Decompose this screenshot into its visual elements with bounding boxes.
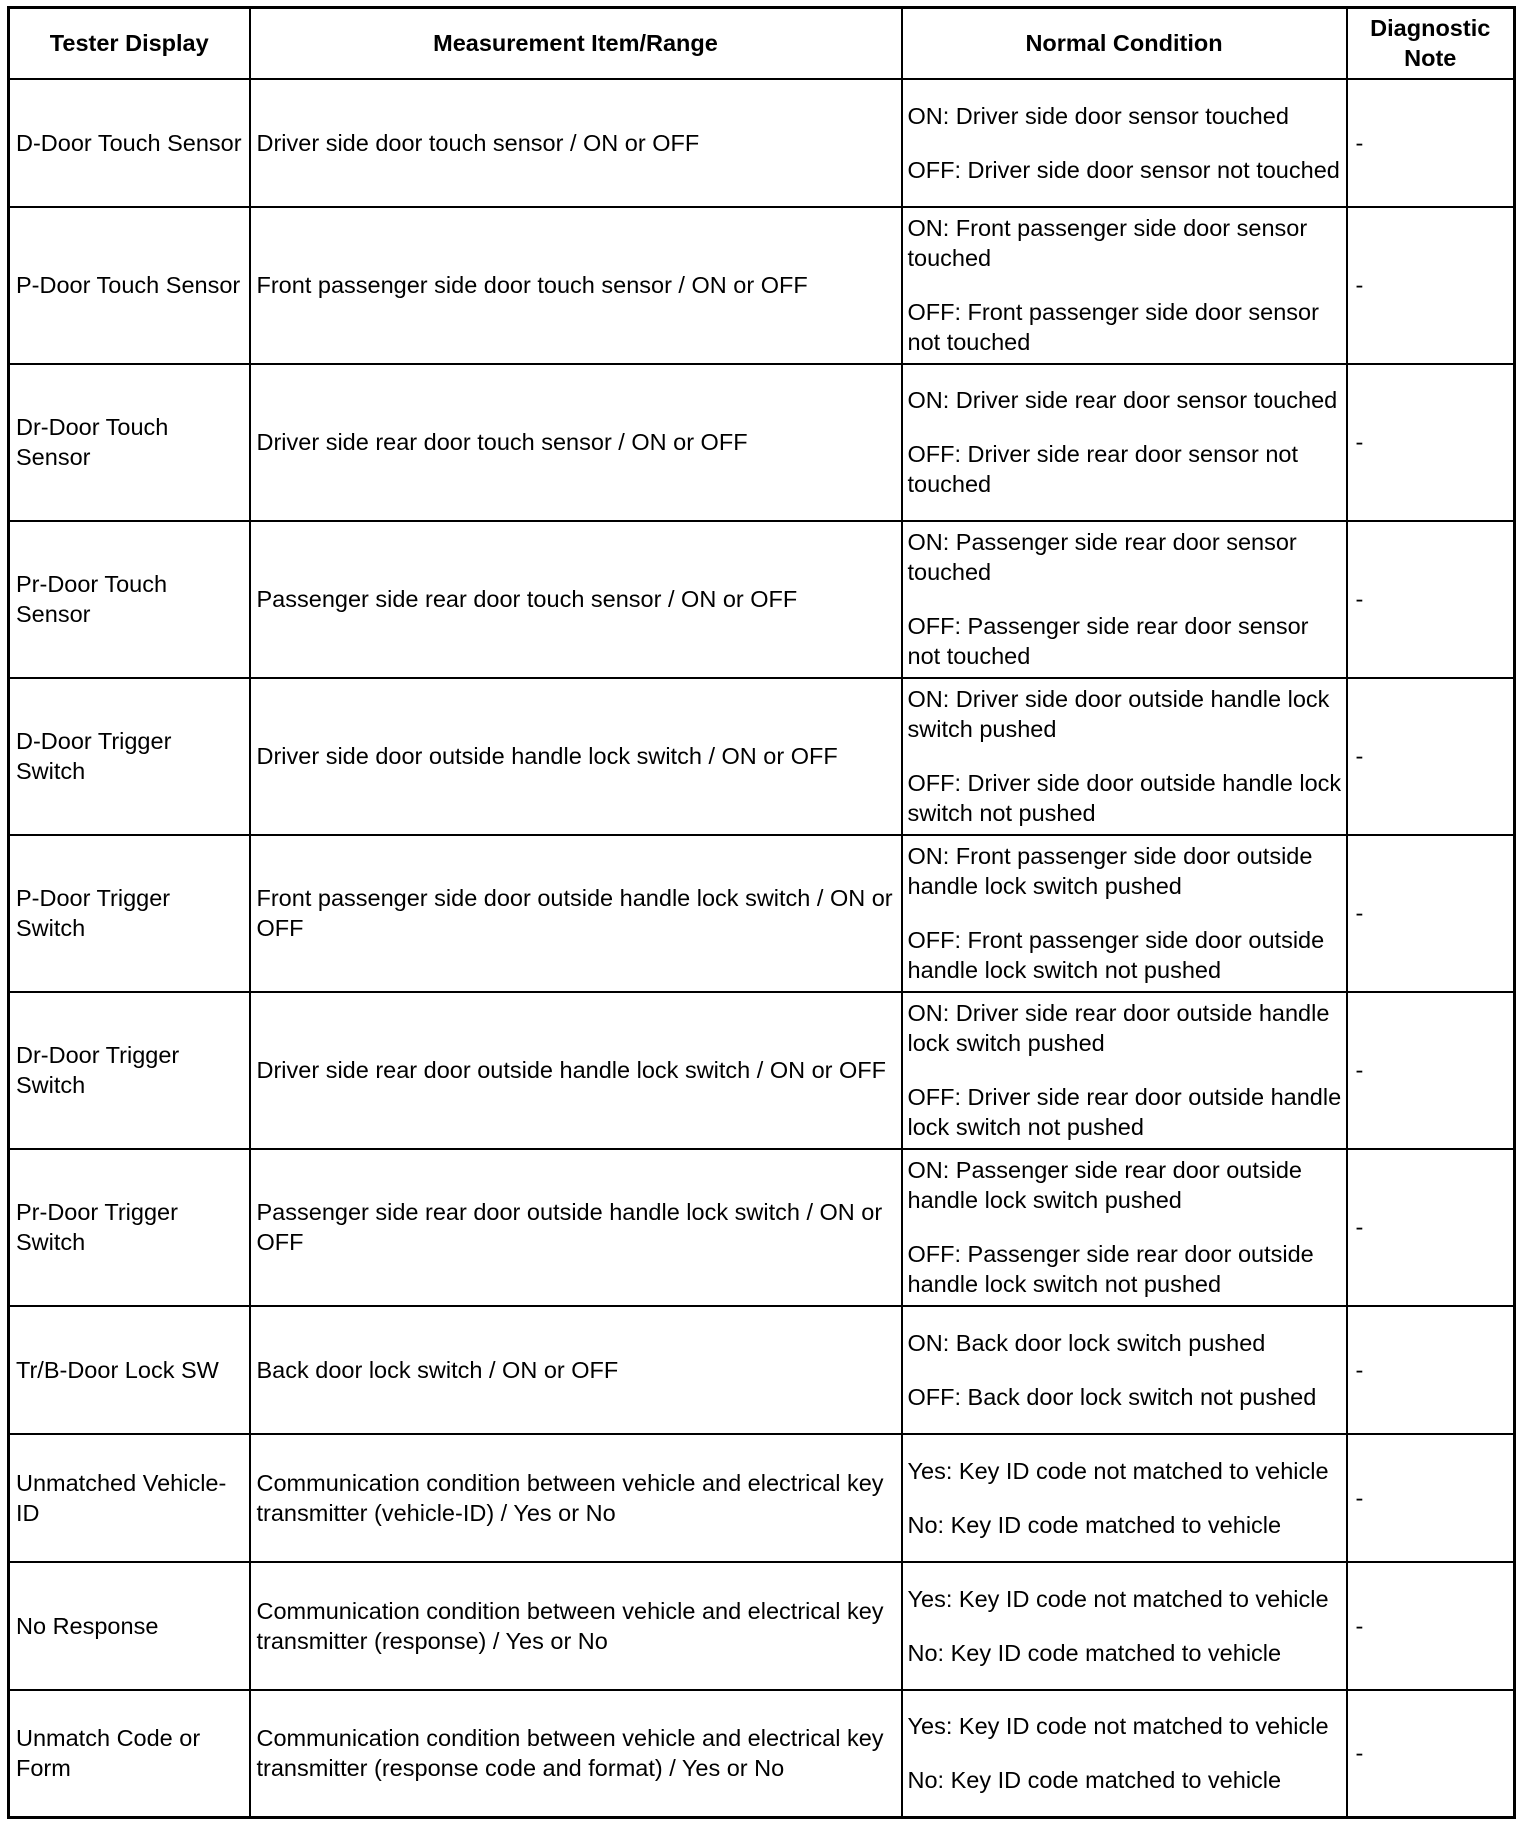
- measurement-cell: Passenger side rear door touch sensor / ON or OFF: [250, 521, 902, 678]
- diagnostic-note-cell: -: [1347, 79, 1515, 207]
- condition-on: ON: Driver side door sensor touched: [907, 102, 1289, 129]
- normal-condition-cell: [902, 992, 1347, 1149]
- condition-off: OFF: Driver side rear door sensor not touched: [907, 441, 1298, 497]
- normal-condition-cell: [902, 1306, 1347, 1434]
- condition-off: OFF: Driver side rear door outside handle lock switch not pushed: [907, 1084, 1342, 1140]
- normal-condition-cell: [902, 79, 1347, 207]
- measurement-cell: Passenger side rear door outside handle lock switch / ON or OFF: [250, 1149, 902, 1306]
- condition-off: OFF: Passenger side rear door outside handle lock switch not pushed: [907, 1241, 1314, 1297]
- diagnostic-note-cell: -: [1347, 207, 1515, 364]
- condition-on: ON: Driver side rear door outside handle lock switch pushed: [907, 1000, 1330, 1056]
- tester-display-cell: Dr-Door Touch Sensor: [9, 364, 250, 521]
- diagnostic-note-cell: -: [1347, 835, 1515, 992]
- measurement-cell: Driver side rear door touch sensor / ON or OFF: [250, 364, 902, 521]
- tester-display-cell: Dr-Door Trigger Switch: [9, 992, 250, 1149]
- tester-display-cell: Unmatch Code or Form: [9, 1690, 250, 1818]
- tester-display-cell: D-Door Trigger Switch: [9, 678, 250, 835]
- diagnostic-note-cell: -: [1347, 992, 1515, 1149]
- tester-display-cell: Tr/B-Door Lock SW: [9, 1306, 250, 1434]
- table-row: [9, 678, 1515, 835]
- condition-on: Yes: Key ID code not matched to vehicle: [907, 1713, 1329, 1740]
- diagnostic-note-cell: -: [1347, 1562, 1515, 1690]
- tester-display-cell: D-Door Touch Sensor: [9, 79, 250, 207]
- header-diagnostic-note: Diagnostic Note: [1347, 8, 1515, 79]
- table-body: [9, 79, 1515, 1818]
- table-row: [9, 79, 1515, 207]
- table-row: [9, 1306, 1515, 1434]
- condition-on: Yes: Key ID code not matched to vehicle: [907, 1585, 1329, 1612]
- condition-on: ON: Passenger side rear door outside handle lock switch pushed: [907, 1157, 1302, 1213]
- tester-display-cell: Unmatched Vehicle-ID: [9, 1434, 250, 1562]
- table-row: [9, 1149, 1515, 1306]
- normal-condition-cell: [902, 1562, 1347, 1690]
- measurement-cell: Driver side rear door outside handle lock switch / ON or OFF: [250, 992, 902, 1149]
- table-header-row: [9, 8, 1515, 79]
- measurement-cell: Communication condition between vehicle and electrical key transmitter (response) / Yes or No: [250, 1562, 902, 1690]
- header-tester-display: Tester Display: [9, 8, 250, 79]
- condition-on: Yes: Key ID code not matched to vehicle: [907, 1457, 1329, 1484]
- condition-off: OFF: Passenger side rear door sensor not touched: [907, 613, 1309, 669]
- table-row: [9, 992, 1515, 1149]
- condition-off: OFF: Front passenger side door outside handle lock switch not pushed: [907, 927, 1325, 983]
- condition-off: No: Key ID code matched to vehicle: [907, 1639, 1282, 1666]
- measurement-cell: Front passenger side door touch sensor / ON or OFF: [250, 207, 902, 364]
- condition-on: ON: Front passenger side door sensor touched: [907, 215, 1308, 271]
- condition-on: ON: Passenger side rear door sensor touched: [907, 529, 1297, 585]
- normal-condition-cell: [902, 1434, 1347, 1562]
- tester-display-cell: P-Door Touch Sensor: [9, 207, 250, 364]
- data-list-document: [7, 6, 1513, 1819]
- table-row: [9, 521, 1515, 678]
- normal-condition-cell: [902, 678, 1347, 835]
- diagnostic-note-cell: -: [1347, 1434, 1515, 1562]
- condition-on: ON: Driver side door outside handle lock switch pushed: [907, 686, 1330, 742]
- normal-condition-cell: [902, 521, 1347, 678]
- condition-on: ON: Driver side rear door sensor touched: [907, 387, 1338, 413]
- measurement-cell: Driver side door outside handle lock switch / ON or OFF: [250, 678, 902, 835]
- diagnostic-note-cell: -: [1347, 1690, 1515, 1818]
- tester-display-cell: Pr-Door Touch Sensor: [9, 521, 250, 678]
- condition-off: OFF: Front passenger side door sensor not touched: [907, 299, 1319, 355]
- normal-condition-cell: [902, 207, 1347, 364]
- condition-off: OFF: Driver side door outside handle lock switch not pushed: [907, 770, 1342, 826]
- tester-display-cell: P-Door Trigger Switch: [9, 835, 250, 992]
- tester-display-cell: Pr-Door Trigger Switch: [9, 1149, 250, 1306]
- table-row: [9, 1562, 1515, 1690]
- condition-on: ON: Front passenger side door outside handle lock switch pushed: [907, 843, 1313, 899]
- diagnostic-note-cell: -: [1347, 364, 1515, 521]
- tester-display-cell: No Response: [9, 1562, 250, 1690]
- table-row: [9, 1690, 1515, 1818]
- condition-off: No: Key ID code matched to vehicle: [907, 1511, 1282, 1538]
- measurement-cell: Front passenger side door outside handle lock switch / ON or OFF: [250, 835, 902, 992]
- table-row: [9, 207, 1515, 364]
- condition-off: OFF: Back door lock switch not pushed: [907, 1383, 1317, 1410]
- normal-condition-cell: [902, 835, 1347, 992]
- condition-off: No: Key ID code matched to vehicle: [907, 1767, 1282, 1794]
- header-measurement-item: Measurement Item/Range: [250, 8, 902, 79]
- condition-off: OFF: Driver side door sensor not touched: [907, 156, 1340, 183]
- diagnostic-note-cell: -: [1347, 521, 1515, 678]
- condition-on: ON: Back door lock switch pushed: [907, 1329, 1266, 1356]
- header-normal-condition: Normal Condition: [902, 8, 1347, 79]
- diagnostic-note-cell: -: [1347, 1306, 1515, 1434]
- measurement-cell: Driver side door touch sensor / ON or OFF: [250, 79, 902, 207]
- table-row: [9, 1434, 1515, 1562]
- diagnostic-note-cell: -: [1347, 678, 1515, 835]
- diagnostic-note-cell: -: [1347, 1149, 1515, 1306]
- measurement-cell: Back door lock switch / ON or OFF: [250, 1306, 902, 1434]
- table-row: [9, 835, 1515, 992]
- normal-condition-cell: [902, 1690, 1347, 1818]
- normal-condition-cell: [902, 364, 1347, 521]
- measurement-cell: Communication condition between vehicle and electrical key transmitter (vehicle-ID) / Yes or No: [250, 1434, 902, 1562]
- measurement-cell: Communication condition between vehicle and electrical key transmitter (response code and format) / Yes or No: [250, 1690, 902, 1818]
- data-list-table: [7, 6, 1516, 1819]
- table-row: [9, 364, 1515, 521]
- normal-condition-cell: [902, 1149, 1347, 1306]
